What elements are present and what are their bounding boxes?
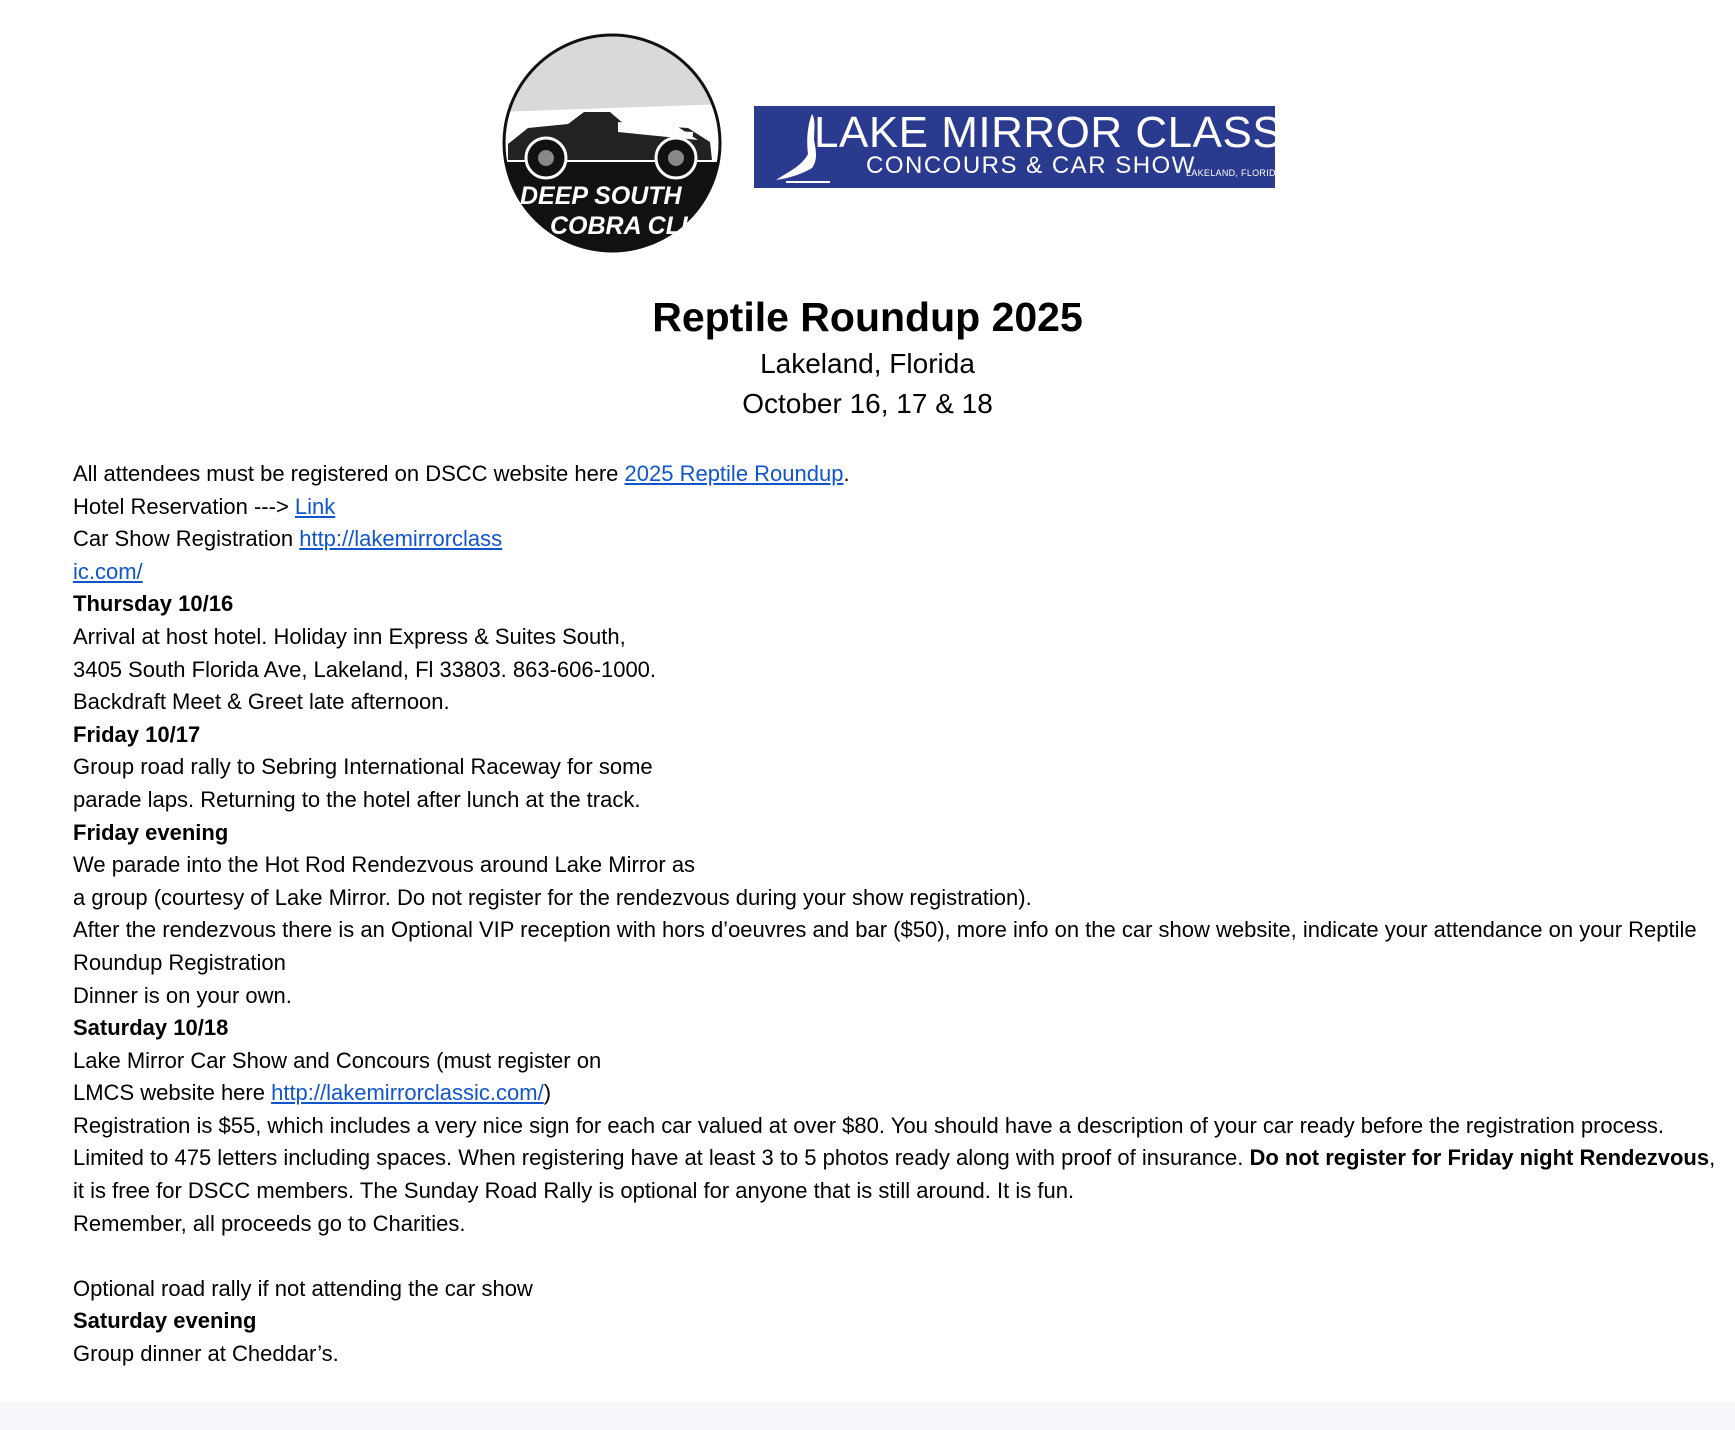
friday-evening-line-3: After the rendezvous there is an Optional VIP reception with hors d’oeuvres and bar ($50), more info on the car show website, indicate your attendance on your Reptile Roundup Registration bbox=[73, 917, 1697, 975]
registration-line: All attendees must be registered on DSCC website here 2025 Reptile Roundup. bbox=[73, 461, 850, 486]
page-title: Reptile Roundup 2025 bbox=[652, 294, 1083, 340]
friday-evening-line-2: a group (courtesy of Lake Mirror. Do not register for the rendezvous during your show registration). bbox=[73, 884, 1032, 910]
spacer bbox=[73, 1240, 1723, 1273]
dscc-logo-text-1: DEEP SOUTH bbox=[520, 182, 682, 210]
reptile-roundup-link[interactable]: 2025 Reptile Roundup bbox=[624, 461, 844, 486]
thursday-line-2: 3405 South Florida Ave, Lakeland, Fl 33803. 863-606-1000. bbox=[73, 656, 657, 682]
thursday-heading: Thursday 10/16 bbox=[73, 591, 234, 617]
friday-line-2: parade laps. Returning to the hotel after lunch at the track. bbox=[73, 786, 641, 812]
saturday-heading: Saturday 10/18 bbox=[73, 1015, 229, 1041]
lake-mirror-classic-logo bbox=[754, 106, 1328, 188]
carshow-line-cont bbox=[73, 556, 1723, 589]
friday-heading: Friday 10/17 bbox=[73, 721, 201, 747]
event-dates: October 16, 17 & 18 bbox=[742, 388, 993, 419]
saturday-line-2: LMCS website here http://lakemirrorclassic.com/) bbox=[73, 1080, 552, 1106]
rendezvous-warning: Do not register for Friday night Rendezvous bbox=[1249, 1145, 1710, 1171]
friday-evening-line-1: We parade into the Hot Rod Rendezvous around Lake Mirror as bbox=[73, 852, 696, 878]
lmc-location: LAKELAND, FLORIDA bbox=[1186, 168, 1283, 178]
dscc-logo-text-2: COBRA CLUB bbox=[550, 212, 718, 240]
footer-band bbox=[0, 1402, 1735, 1430]
hotel-line: Hotel Reservation ---> Link bbox=[73, 493, 336, 519]
event-header bbox=[0, 290, 1735, 424]
logo-row bbox=[0, 30, 1735, 260]
friday-line-1: Group road rally to Sebring International Raceway for some bbox=[73, 754, 653, 780]
car-show-registration-link-cont[interactable]: ic.com/ bbox=[73, 558, 143, 584]
lmcs-website-link[interactable]: http://lakemirrorclassic.com/ bbox=[271, 1080, 544, 1106]
thursday-line-3: Backdraft Meet & Greet late afternoon. bbox=[73, 689, 450, 715]
car-show-registration-link[interactable]: http://lakemirrorclass bbox=[299, 526, 503, 552]
hotel-reservation-link[interactable]: Link bbox=[294, 493, 336, 519]
saturday-evening-line-1: Group dinner at Cheddar’s. bbox=[73, 1341, 339, 1367]
carshow-line: Car Show Registration http://lakemirrorclass bbox=[73, 526, 503, 552]
event-location: Lakeland, Florida bbox=[760, 348, 975, 379]
friday-evening-heading: Friday evening bbox=[73, 819, 229, 845]
lmc-title: LAKE MIRROR CLASSIC bbox=[814, 108, 1328, 157]
deep-south-cobra-club-logo bbox=[498, 32, 726, 254]
lmc-subtitle: CONCOURS & CAR SHOW bbox=[866, 152, 1196, 179]
charities-note: Remember, all proceeds go to Charities. bbox=[73, 1210, 466, 1236]
event-details bbox=[73, 458, 1723, 1371]
friday-evening-line-4: Dinner is on your own. bbox=[73, 982, 292, 1008]
saturday-line-1: Lake Mirror Car Show and Concours (must register on bbox=[73, 1047, 602, 1073]
registration-details: Registration is $55, which includes a very nice sign for each car valued at over $80. You should have a description of your car ready before the registration process. Limited to 475 letters including spaces. When registering have at least 3 to 5 photos ready along with proof of insurance. Do not register for Friday night Rendezvous, it is free for DSCC members. The Sunday Road Rally is optional for anyone that is still around. It is fun. bbox=[73, 1112, 1716, 1204]
saturday-evening-heading: Saturday evening bbox=[73, 1308, 257, 1334]
thursday-line-1: Arrival at host hotel. Holiday inn Express & Suites South, bbox=[73, 623, 626, 649]
optional-rally-note: Optional road rally if not attending the car show bbox=[73, 1275, 533, 1301]
